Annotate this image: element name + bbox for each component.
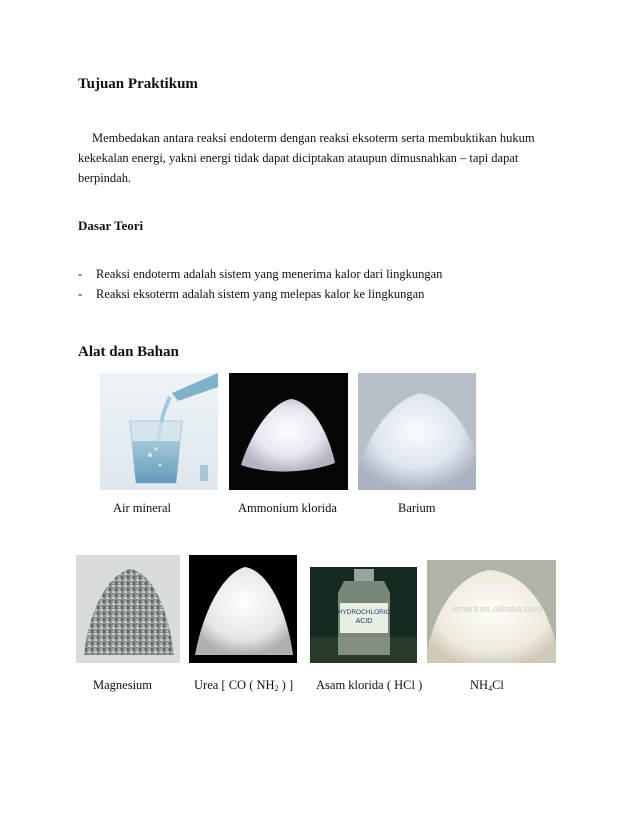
heading-tujuan-praktikum: Tujuan Praktikum	[78, 76, 198, 92]
magnesium-granules-icon	[76, 555, 180, 663]
white-powder-photo	[358, 373, 476, 490]
bullet-dash: -	[78, 267, 83, 281]
caption-asam-klorida: Asam klorida ( HCl )	[316, 678, 423, 692]
bullet-list	[78, 264, 548, 304]
white-powder-photo	[229, 373, 348, 490]
acid-label-line-1: HYDROCHLORIC	[337, 609, 391, 616]
ammonium-chloride-powder-icon	[427, 560, 556, 663]
bullet-item	[78, 264, 548, 284]
caption-urea-pre: Urea [ CO ( NH	[194, 678, 275, 692]
acid-label-line-2: ACID	[355, 618, 373, 625]
caption-nh4cl-post: Cl	[492, 678, 504, 692]
glass-of-water-icon	[100, 373, 218, 490]
magnesium-granules-photo	[76, 555, 180, 663]
bullet-dash: -	[78, 287, 83, 301]
heading-dasar-teori: Dasar Teori	[78, 218, 144, 233]
caption-air-mineral: Air mineral	[113, 501, 171, 515]
urea-pellets-icon	[189, 555, 297, 663]
caption-nh4cl-sub: 4	[488, 684, 493, 693]
acid-bottle-icon	[310, 567, 417, 663]
glass-of-water-photo	[100, 373, 218, 490]
urea-pellets-photo	[189, 555, 297, 663]
white-powder-icon	[358, 373, 476, 490]
heading-alat-dan-bahan: Alat dan Bahan	[78, 344, 179, 360]
caption-nh4cl-pre: NH	[470, 678, 489, 692]
caption-nh4cl	[470, 678, 504, 693]
caption-ammonium-klorida: Ammonium klorida	[238, 501, 337, 515]
paragraph-tujuan: Membedakan antara reaksi endoterm dengan reaksi eksoterm serta membuktikan hukum kekekalan energi, yakni energi tidak dapat diciptakan ataupun dimusnahkan – tapi dapat berpindah.	[78, 131, 535, 185]
bullet-text: Reaksi eksoterm adalah sistem yang melepas kalor ke lingkungan	[96, 287, 425, 301]
ammonium-chloride-powder-photo	[427, 560, 556, 663]
hydrochloric-acid-bottle-photo	[310, 567, 417, 663]
white-powder-icon	[229, 373, 348, 490]
bullet-text: Reaksi endoterm adalah sistem yang menerima kalor dari lingkungan	[96, 267, 443, 281]
alibaba-watermark: ement.en.alibaba.com	[452, 604, 542, 614]
caption-magnesium: Magnesium	[93, 678, 153, 692]
bullet-item	[78, 284, 548, 304]
caption-barium: Barium	[398, 501, 436, 515]
caption-urea	[194, 678, 293, 693]
caption-urea-sub: 2	[274, 684, 279, 693]
caption-urea-post: ) ]	[278, 678, 294, 692]
